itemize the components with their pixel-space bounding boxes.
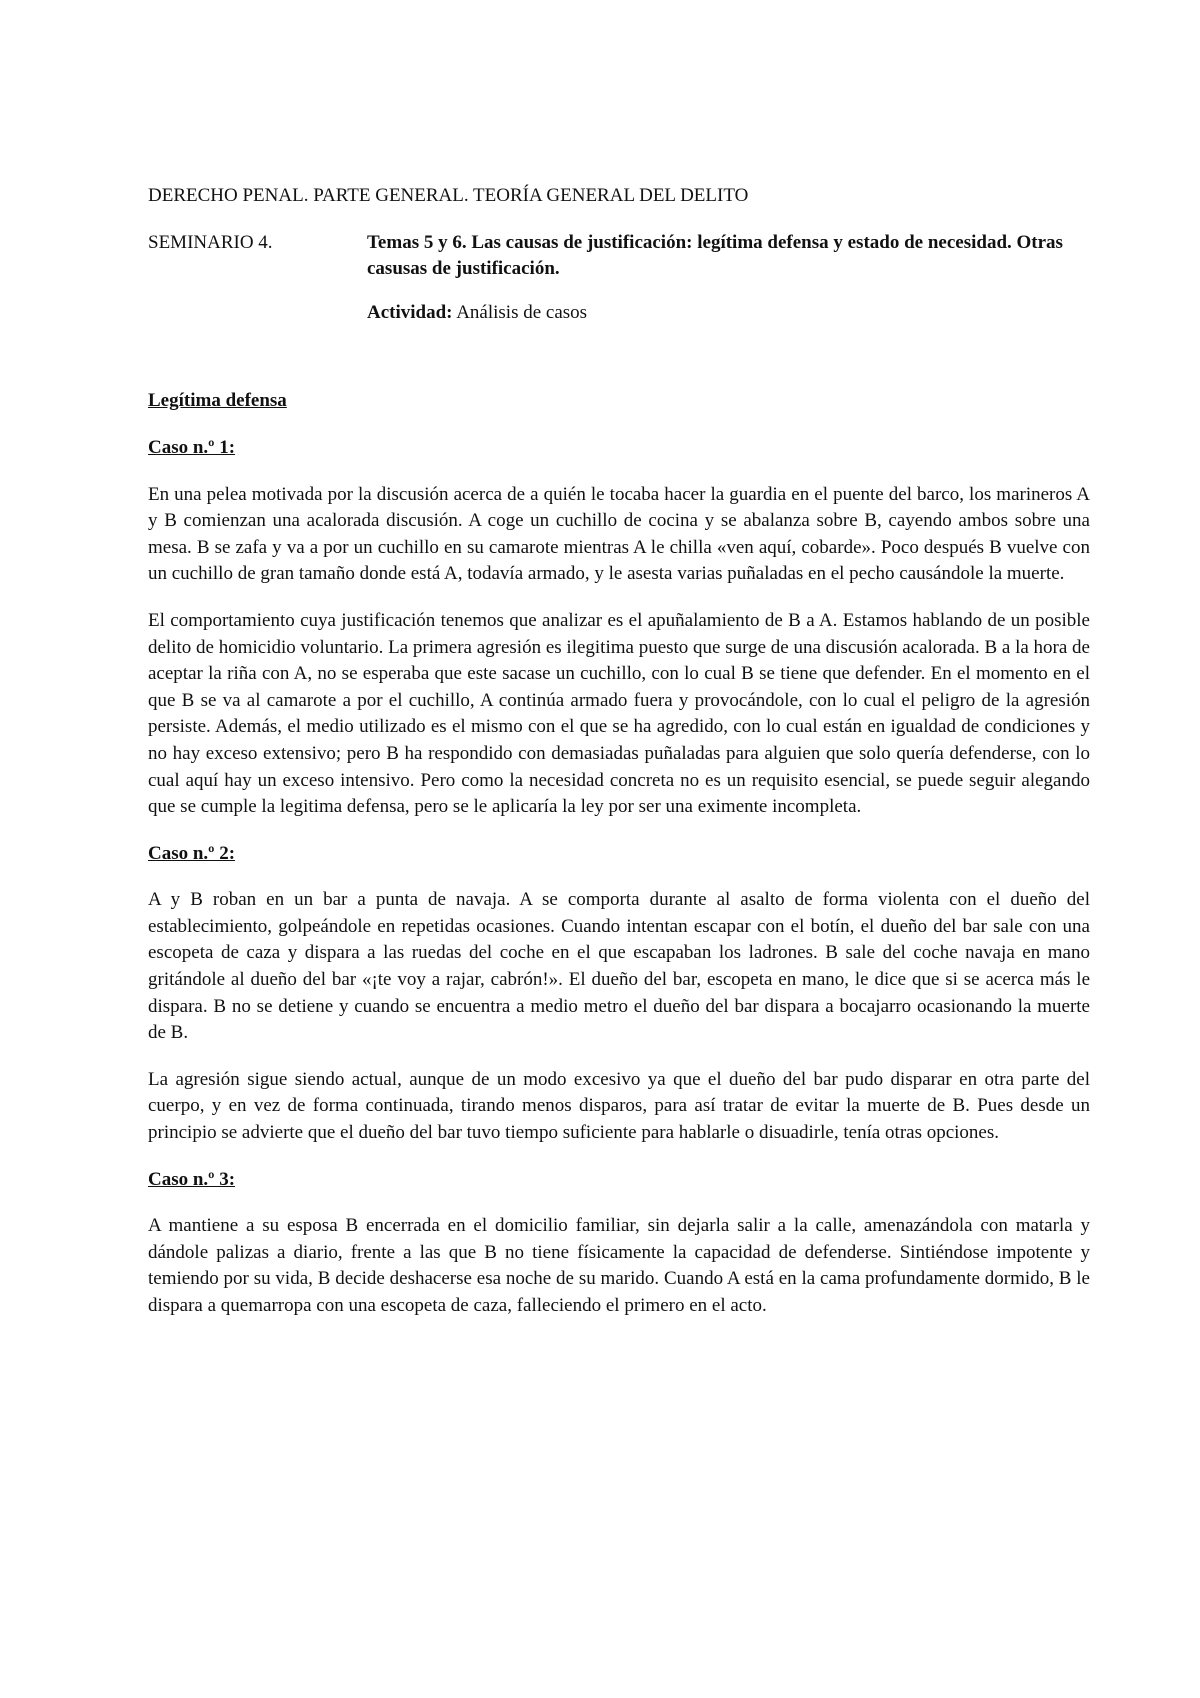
- document-title: DERECHO PENAL. PARTE GENERAL. TEORÍA GENERAL DEL DELITO: [148, 185, 749, 206]
- case-2-statement: A y B roban en un bar a punta de navaja. A se comporta durante al asalto de forma violenta con el dueño del establecimiento, golpeándole en repetidas ocasiones. Cuando intentan escapar con el botín, el dueño del bar sale con una escopeta de caza y dispara a las ruedas del coche en el que escapaban los ladrones. B sale del coche navaja en mano gritándole al dueño del bar «¡te voy a rajar, cabrón!». El dueño del bar, escopeta en mano, le dice que si se acerca más le dispara. B no se detiene y cuando se encuentra a medio metro el dueño del bar dispara a bocajarro ocasionando la muerte de B.: [148, 889, 1090, 1044]
- activity-value: Análisis de casos: [456, 301, 588, 323]
- seminar-label: SEMINARIO 4.: [148, 231, 273, 253]
- case-2-analysis: La agresión sigue siendo actual, aunque de un modo excesivo ya que el dueño del bar pudo disparar en otra parte del cuerpo, y en vez de forma continuada, tirando menos disparos, para así tratar de evitar la muerte de B. Pues desde un principio se advierte que el dueño del bar tuvo tiempo suficiente para hablarle o disuadirle, tenía otras opciones.: [148, 1068, 1090, 1144]
- case-1-statement: En una pelea motivada por la discusión acerca de a quién le tocaba hacer la guardia en el puente del barco, los marineros A y B comienzan una acalorada discusión. A coge un cuchillo de cocina y se abalanza sobre B, cayendo ambos sobre una mesa. B se zafa y va a por un cuchillo en su camarote mientras A le chilla «ven aquí, cobarde». Poco después B vuelve con un cuchillo de gran tamaño donde está A, todavía armado, y le asesta varias puñaladas en el pecho causándole la muerte.: [148, 483, 1090, 585]
- activity-label: Actividad:: [367, 301, 453, 323]
- case-2-title: Caso n.º 2:: [148, 842, 236, 864]
- case-3-statement: A mantiene a su esposa B encerrada en el domicilio familiar, sin dejarla salir a la calle, amenazándola con matarla y dándole palizas a diario, frente a las que B no tiene físicamente la capacidad de defenderse. Sintiéndose impotente y temiendo por su vida, B decide deshacerse esa noche de su marido. Cuando A está en la cama profundamente dormido, B le dispara a quemarropa con una escopeta de caza, falleciendo el primero en el acto.: [148, 1215, 1090, 1316]
- case-1-analysis: El comportamiento cuya justificación tenemos que analizar es el apuñalamiento de B a A. Estamos hablando de un posible delito de homicidio voluntario. La primera agresión es ilegitima puesto que surge de una discusión acalorada. B a la hora de aceptar la riña con A, no se esperaba que este sacase un cuchillo, con lo cual B se tiene que defender. En el momento en el que B se va al camarote a por el cuchillo, A continúa armado fuera y provocándole, con lo cual el peligro de la agresión persiste. Además, el medio utilizado es el mismo con el que se ha agredido, con lo cual están en igualdad de condiciones y no hay exceso extensivo; pero B ha respondido con demasiadas puñaladas para alguien que solo quería defenderse, con lo cual aquí hay un exceso intensivo. Pero como la necesidad concreta no es un requisito esencial, se puede seguir alegando que se cumple la legitima defensa, pero se le aplicaría la ley por ser una eximente incompleta.: [148, 609, 1090, 818]
- section-title: Legítima defensa: [148, 390, 287, 412]
- activity-line: [367, 300, 1090, 327]
- seminar-topics: Temas 5 y 6. Las causas de justificación: legítima defensa y estado de necesidad. Otras casusas de justificación.: [367, 231, 1063, 280]
- seminar-row: [148, 230, 1090, 283]
- document-page: [148, 183, 1090, 1320]
- case-1-title: Caso n.º 1:: [148, 436, 236, 458]
- case-3-title: Caso n.º 3:: [148, 1168, 236, 1190]
